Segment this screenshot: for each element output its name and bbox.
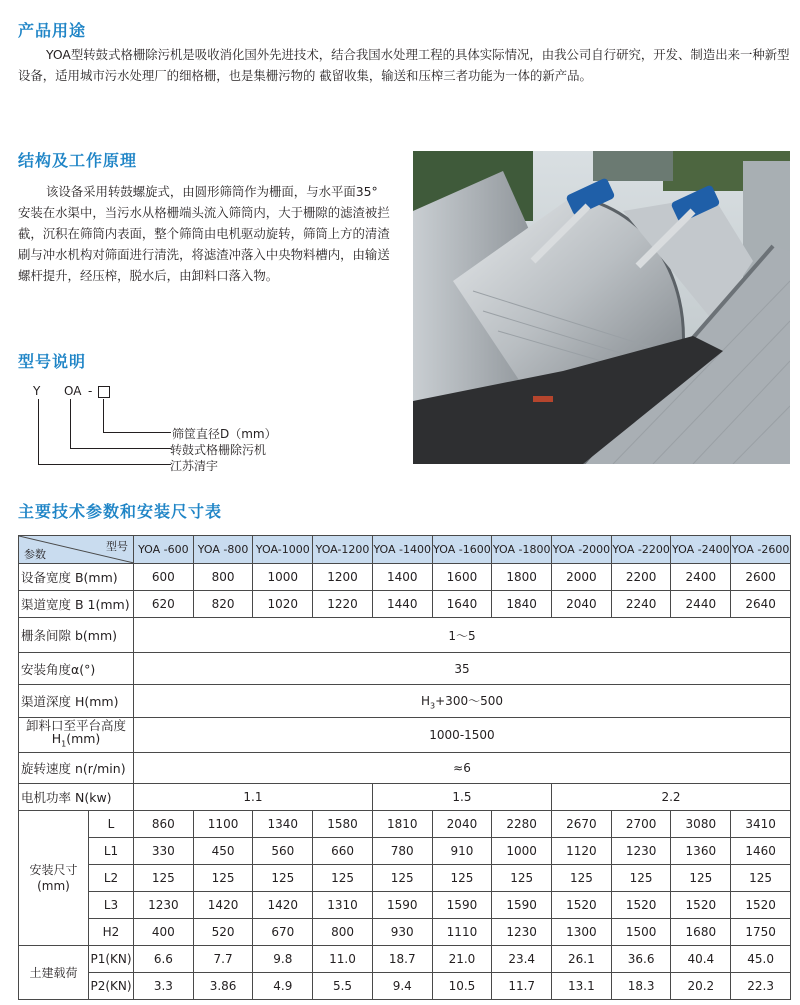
table-row <box>19 865 791 892</box>
table-cell: 2670 <box>552 811 612 838</box>
table-cell: 1520 <box>671 892 731 919</box>
table-cell: 930 <box>372 919 432 946</box>
model-header-cell: YOA -600 <box>134 536 194 564</box>
structure-paragraph: 该设备采用转鼓螺旋式，由圆形筛筒作为栅面，与水平面35° 安装在水渠中，当污水从格栅端头流入筛筒内，大于栅隙的滤渣被拦截，沉积在筛筒内表面，整个筛筒由电机驱动旋转，筛筒上方的清渣刷与冲水机构对筛面进行清洗，将滤渣冲落入中央物料槽内，由输送螺杆提升，经压榨，脱水后，由卸料口落入物。 <box>18 184 390 283</box>
row-label-gap: 栅条间隙 b(mm) <box>19 618 134 653</box>
table-header-row <box>19 536 791 564</box>
table-cell: 2.2 <box>552 784 791 811</box>
model-header-cell: YOA -2400 <box>671 536 731 564</box>
model-header-cell: YOA-1200 <box>313 536 373 564</box>
table-row <box>19 564 791 591</box>
table-row <box>19 653 791 685</box>
table-cell <box>134 685 791 718</box>
table-row <box>19 784 791 811</box>
install-label-line1: 安装尺寸 <box>29 863 78 877</box>
table-row <box>19 892 791 919</box>
table-cell: 18.3 <box>611 973 671 1000</box>
table-cell: ≈6 <box>134 753 791 784</box>
table-cell: 125 <box>372 865 432 892</box>
table-cell: 2640 <box>731 591 791 618</box>
table-cell: 910 <box>432 838 492 865</box>
table-row <box>19 685 791 718</box>
table-cell: 125 <box>253 865 313 892</box>
table-cell: 1.5 <box>372 784 551 811</box>
table-cell: 1360 <box>671 838 731 865</box>
table-corner-cell <box>19 536 134 564</box>
row-label-depth: 渠道深度 H(mm) <box>19 685 134 718</box>
model-header-cell: YOA -2600 <box>731 536 791 564</box>
model-header-cell: YOA -2200 <box>611 536 671 564</box>
table-cell: 125 <box>731 865 791 892</box>
table-cell: 1～5 <box>134 618 791 653</box>
table-cell: 6.6 <box>134 946 194 973</box>
section-title-table: 主要技术参数和安装尺寸表 <box>18 502 223 521</box>
table-cell: 1000 <box>492 838 552 865</box>
table-cell: 800 <box>193 564 253 591</box>
table-cell: 125 <box>313 865 373 892</box>
model-label-type: 转鼓式格栅除污机 <box>170 443 267 457</box>
table-cell: 1340 <box>253 811 313 838</box>
model-label-company: 江苏清宇 <box>170 459 219 473</box>
table-row <box>19 946 791 973</box>
model-code-diagram <box>20 382 310 477</box>
section-title-structure: 结构及工作原理 <box>18 151 138 170</box>
table-cell: 1300 <box>552 919 612 946</box>
table-cell: 1750 <box>731 919 791 946</box>
table-cell: 2600 <box>731 564 791 591</box>
table-cell: 1520 <box>611 892 671 919</box>
row-label-load: 土建载荷 <box>19 946 89 1000</box>
table-cell: 10.5 <box>432 973 492 1000</box>
table-row <box>19 811 791 838</box>
table-cell: 3080 <box>671 811 731 838</box>
table-cell: 4.9 <box>253 973 313 1000</box>
table-cell: 9.8 <box>253 946 313 973</box>
table-cell: 13.1 <box>552 973 612 1000</box>
table-cell: 1230 <box>134 892 194 919</box>
model-header-cell: YOA-1000 <box>253 536 313 564</box>
table-cell: 5.5 <box>313 973 373 1000</box>
model-code-box <box>98 386 110 398</box>
row-label-install <box>19 811 89 946</box>
corner-model-label: 型号 <box>106 540 128 553</box>
table-cell: 11.7 <box>492 973 552 1000</box>
table-cell: 1230 <box>611 838 671 865</box>
table-cell: 1230 <box>492 919 552 946</box>
model-code-y: Y <box>33 384 41 398</box>
table-cell: 2400 <box>671 564 731 591</box>
table-cell: 7.7 <box>193 946 253 973</box>
table-cell: 1200 <box>313 564 373 591</box>
model-header-cell: YOA -2000 <box>552 536 612 564</box>
table-cell: 1100 <box>193 811 253 838</box>
table-cell: 9.4 <box>372 973 432 1000</box>
row-label-unload <box>19 718 134 753</box>
table-cell: 1440 <box>372 591 432 618</box>
table-cell: 2040 <box>432 811 492 838</box>
row-label-width-b1: 渠道宽度 B 1(mm) <box>19 591 134 618</box>
model-code-oa: OA <box>64 384 82 398</box>
table-cell: 1460 <box>731 838 791 865</box>
row-label-width-b: 设备宽度 B(mm) <box>19 564 134 591</box>
install-sub-label: L2 <box>89 865 134 892</box>
table-cell: 560 <box>253 838 313 865</box>
table-cell: 780 <box>372 838 432 865</box>
unload-label-rest: (mm) <box>66 731 101 747</box>
load-sub-label: P1(KN) <box>89 946 134 973</box>
table-cell: 3.3 <box>134 973 194 1000</box>
section-title-usage: 产品用途 <box>18 21 87 40</box>
table-cell: 125 <box>492 865 552 892</box>
table-cell: 1310 <box>313 892 373 919</box>
table-cell: 35 <box>134 653 791 685</box>
table-cell: 1120 <box>552 838 612 865</box>
table-cell: 3.86 <box>193 973 253 1000</box>
table-cell: 800 <box>313 919 373 946</box>
table-cell: 330 <box>134 838 194 865</box>
table-cell: 1420 <box>193 892 253 919</box>
table-cell: 400 <box>134 919 194 946</box>
table-cell: 1500 <box>611 919 671 946</box>
table-cell: 2240 <box>611 591 671 618</box>
table-cell: 1580 <box>313 811 373 838</box>
table-cell: 1590 <box>372 892 432 919</box>
depth-value-sub: 3 <box>430 701 436 711</box>
table-cell: 2700 <box>611 811 671 838</box>
table-cell: 18.7 <box>372 946 432 973</box>
unload-label-main: H <box>51 731 62 747</box>
table-row <box>19 753 791 784</box>
table-cell: 860 <box>134 811 194 838</box>
table-cell: 1590 <box>432 892 492 919</box>
table-cell: 125 <box>432 865 492 892</box>
table-cell: 2440 <box>671 591 731 618</box>
spec-table <box>18 535 791 1000</box>
table-cell: 450 <box>193 838 253 865</box>
install-sub-label: L3 <box>89 892 134 919</box>
table-cell: 660 <box>313 838 373 865</box>
row-label-angle: 安装角度α(°) <box>19 653 134 685</box>
table-cell: 36.6 <box>611 946 671 973</box>
install-sub-label: L <box>89 811 134 838</box>
table-cell: 3410 <box>731 811 791 838</box>
table-cell: 125 <box>611 865 671 892</box>
table-cell: 40.4 <box>671 946 731 973</box>
table-cell: 620 <box>134 591 194 618</box>
depth-value-main: H <box>421 693 431 708</box>
table-cell: 23.4 <box>492 946 552 973</box>
table-row <box>19 973 791 1000</box>
install-sub-label: L1 <box>89 838 134 865</box>
table-cell: 1680 <box>671 919 731 946</box>
table-row <box>19 591 791 618</box>
table-cell: 2040 <box>552 591 612 618</box>
model-code-dash: - <box>88 384 93 398</box>
table-cell: 1000-1500 <box>134 718 791 753</box>
table-cell: 1800 <box>492 564 552 591</box>
model-header-cell: YOA -1400 <box>372 536 432 564</box>
table-cell: 125 <box>552 865 612 892</box>
table-cell: 125 <box>193 865 253 892</box>
table-cell: 820 <box>193 591 253 618</box>
load-sub-label: P2(KN) <box>89 973 134 1000</box>
table-cell: 26.1 <box>552 946 612 973</box>
row-label-power: 电机功率 N(kw) <box>19 784 134 811</box>
table-cell: 1600 <box>432 564 492 591</box>
depth-value-rest: +300～500 <box>435 693 503 708</box>
table-cell: 1020 <box>253 591 313 618</box>
table-cell: 1.1 <box>134 784 373 811</box>
section-title-model: 型号说明 <box>18 352 87 371</box>
model-header-cell: YOA -1800 <box>492 536 552 564</box>
table-row <box>19 838 791 865</box>
table-cell: 1000 <box>253 564 313 591</box>
table-cell: 21.0 <box>432 946 492 973</box>
table-cell: 670 <box>253 919 313 946</box>
table-cell: 520 <box>193 919 253 946</box>
table-cell: 1590 <box>492 892 552 919</box>
install-label-line2: (mm) <box>37 879 70 893</box>
table-cell: 125 <box>134 865 194 892</box>
table-cell: 11.0 <box>313 946 373 973</box>
unload-label-line1: 卸料口至平台高度 <box>25 718 126 734</box>
table-cell: 45.0 <box>731 946 791 973</box>
table-cell: 1220 <box>313 591 373 618</box>
table-cell: 2200 <box>611 564 671 591</box>
table-cell: 2000 <box>552 564 612 591</box>
table-row <box>19 919 791 946</box>
table-cell: 20.2 <box>671 973 731 1000</box>
table-cell: 1810 <box>372 811 432 838</box>
table-row <box>19 718 791 753</box>
install-sub-label: H2 <box>89 919 134 946</box>
table-cell: 22.3 <box>731 973 791 1000</box>
unload-label-sub: 1 <box>61 739 67 749</box>
table-cell: 1420 <box>253 892 313 919</box>
model-header-cell: YOA -800 <box>193 536 253 564</box>
model-header-cell: YOA -1600 <box>432 536 492 564</box>
corner-param-label: 参数 <box>24 548 46 561</box>
table-cell: 2280 <box>492 811 552 838</box>
table-cell: 1840 <box>492 591 552 618</box>
table-cell: 1110 <box>432 919 492 946</box>
table-row <box>19 618 791 653</box>
table-cell: 600 <box>134 564 194 591</box>
table-cell: 1640 <box>432 591 492 618</box>
row-label-speed: 旋转速度 n(r/min) <box>19 753 134 784</box>
equipment-photo <box>413 151 790 464</box>
table-cell: 1400 <box>372 564 432 591</box>
model-label-diameter: 筛筐直径D（mm） <box>172 427 277 441</box>
table-cell: 125 <box>671 865 731 892</box>
table-cell: 1520 <box>731 892 791 919</box>
usage-paragraph: YOA型转鼓式格栅除污机是吸收消化国外先进技术，结合我国水处理工程的具体实际情况，由我公司自行研究，开发、制造出来一种新型设备，适用城市污水处理厂的细格栅，也是集栅污物的 截留收集，输送和压榨三者功能为一体的新产品。 <box>18 47 790 83</box>
table-cell: 1520 <box>552 892 612 919</box>
